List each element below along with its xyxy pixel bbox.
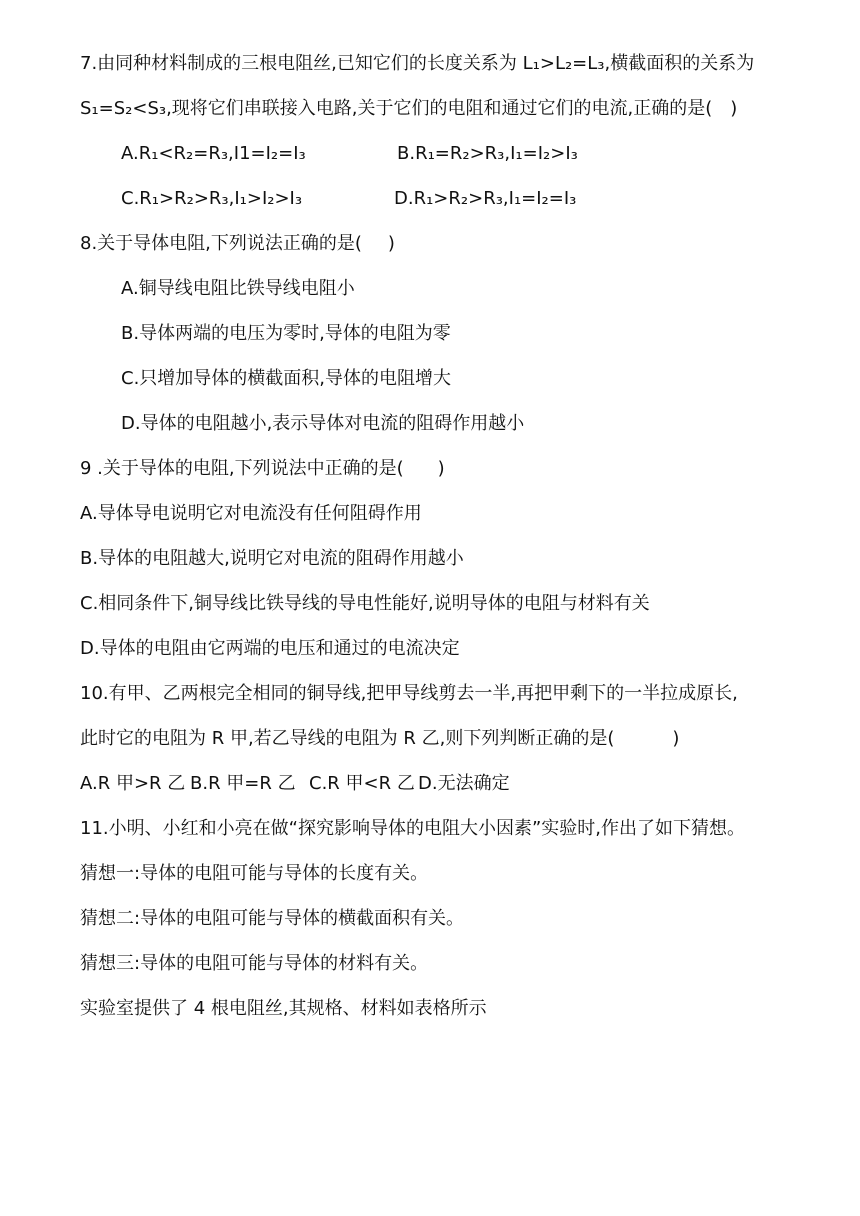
q7-stem-line2 xyxy=(80,97,737,121)
q11-guess-1: 猜想一:导体的电阻可能与导体的长度有关。 xyxy=(80,863,429,884)
q8-option-a: A.铜导线电阻比铁导线电阻小 xyxy=(121,278,355,299)
q10-option-c: C.R 甲<R 乙 xyxy=(309,773,415,794)
q9-option-b: B.导体的电阻越大,说明它对电流的阻碍作用越小 xyxy=(80,548,464,569)
q9-option-c: C.相同条件下,铜导线比铁导线的导电性能好,说明导体的电阻与材料有关 xyxy=(80,593,650,614)
q10-option-d: D.无法确定 xyxy=(418,773,510,794)
q10-option-b: B.R 甲=R 乙 xyxy=(190,773,296,794)
q10-stem-line2 xyxy=(80,727,679,751)
q9-stem xyxy=(80,457,445,481)
q8-stem xyxy=(80,232,395,256)
q9-stem-text: 9 .关于导体的电阻,下列说法中正确的是( xyxy=(80,458,404,479)
q10-option-a: A.R 甲>R 乙 xyxy=(80,773,186,794)
q9-option-d: D.导体的电阻由它两端的电压和通过的电流决定 xyxy=(80,638,460,659)
q7-option-c: C.R₁>R₂>R₃,I₁>I₂>I₃ xyxy=(121,188,303,209)
q10-stem-line2-text: 此时它的电阻为 R 甲,若乙导线的电阻为 R 乙,则下列判断正确的是( xyxy=(80,728,615,749)
q11-lab-note: 实验室提供了 4 根电阻丝,其规格、材料如表格所示 xyxy=(80,998,487,1019)
q7-stem-line1: 7.由同种材料制成的三根电阻丝,已知它们的长度关系为 L₁>L₂=L₃,横截面积的关系为 xyxy=(80,53,755,74)
q7-answer-paren-close: ) xyxy=(730,98,738,119)
q9-answer-paren-close: ) xyxy=(437,458,445,479)
q10-stem-line1: 10.有甲、乙两根完全相同的铜导线,把甲导线剪去一半,再把甲剩下的一半拉成原长, xyxy=(80,683,738,704)
q7-option-d: D.R₁>R₂>R₃,I₁=I₂=I₃ xyxy=(394,188,577,209)
q7-option-a: A.R₁<R₂=R₃,I1=I₂=I₃ xyxy=(121,143,306,164)
q9-option-a: A.导体导电说明它对电流没有任何阻碍作用 xyxy=(80,503,422,524)
q7-stem-line2-text: S₁=S₂<S₃,现将它们串联接入电路,关于它们的电阻和通过它们的电流,正确的是( xyxy=(80,98,713,119)
q8-option-b: B.导体两端的电压为零时,导体的电阻为零 xyxy=(121,323,451,344)
q10-answer-paren-close: ) xyxy=(672,728,680,749)
q8-option-d: D.导体的电阻越小,表示导体对电流的阻碍作用越小 xyxy=(121,413,525,434)
q8-option-c: C.只增加导体的横截面积,导体的电阻增大 xyxy=(121,368,452,389)
q11-guess-3: 猜想三:导体的电阻可能与导体的材料有关。 xyxy=(80,953,429,974)
q11-guess-2: 猜想二:导体的电阻可能与导体的横截面积有关。 xyxy=(80,908,465,929)
q11-stem: 11.小明、小红和小亮在做“探究影响导体的电阻大小因素”实验时,作出了如下猜想。 xyxy=(80,818,745,839)
q7-option-b: B.R₁=R₂>R₃,I₁=I₂>I₃ xyxy=(397,143,578,164)
q8-stem-text: 8.关于导体电阻,下列说法正确的是( xyxy=(80,233,362,254)
q8-answer-paren-close: ) xyxy=(387,233,395,254)
